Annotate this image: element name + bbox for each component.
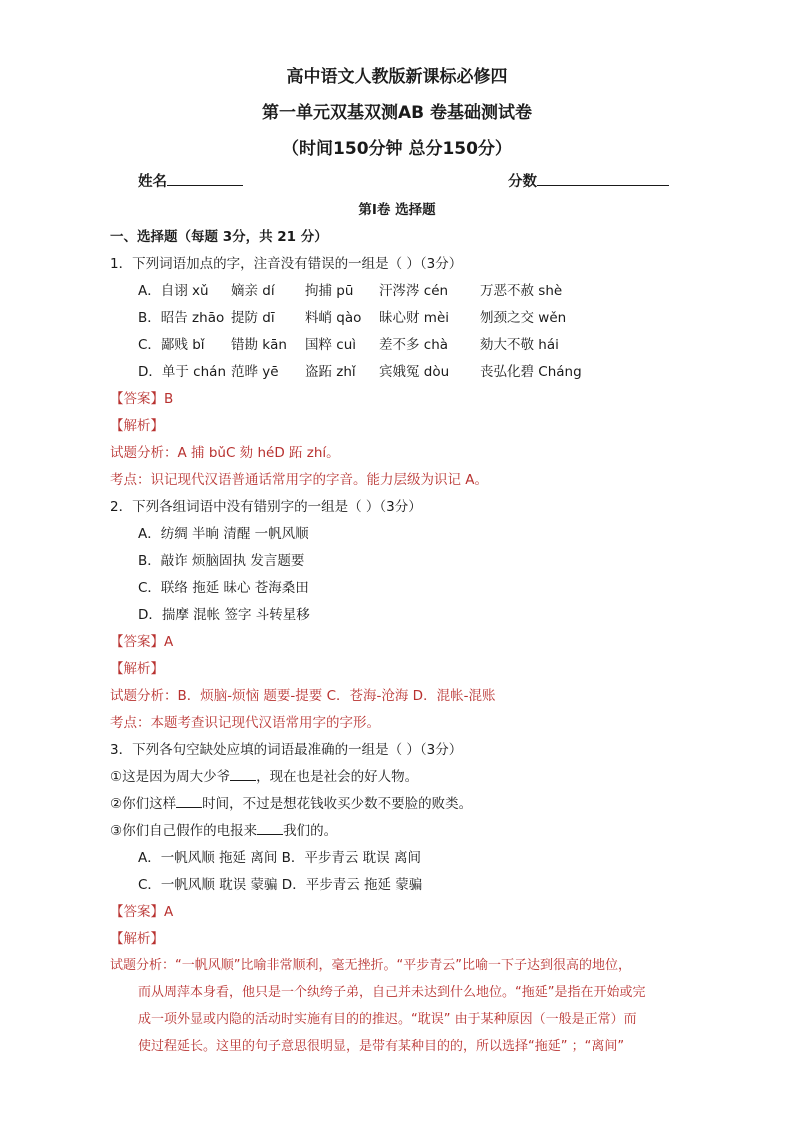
q1-option-a-item: 汗涔涔 cén — [379, 283, 449, 299]
q1-option-b-item: B．昭告 zhāo — [138, 310, 225, 326]
q1-option-d-item: D．单于 chán — [138, 364, 226, 380]
q1-answer: 【答案】B — [110, 391, 174, 407]
q2-option-d: D．揣摩 混帐 签字 斗转星移 — [138, 607, 310, 623]
score-field — [508, 170, 669, 191]
q3-sentence-1-text: ，现在也是社会的好人物。 — [256, 769, 419, 785]
q1-option-a — [138, 279, 638, 297]
q1-option-b-item: 提防 dī — [231, 310, 275, 326]
q3-analysis-label: 【解析】 — [110, 931, 164, 947]
q2-point: 考点：本题考查识记现代汉语常用字的字形。 — [110, 715, 380, 731]
q3-sentence-2-text: 时间，不过是想花钱收买少数不要脸的败类。 — [202, 796, 473, 812]
name-blank — [167, 171, 243, 186]
q2-stem: 2．下列各组词语中没有错别字的一组是（ ）（3分） — [110, 499, 422, 515]
q1-option-a-item: 拘捕 pū — [305, 283, 354, 299]
q2-analysis-label: 【解析】 — [110, 661, 164, 677]
q1-option-b-item: 料峭 qào — [305, 310, 362, 326]
q1-option-d-item: 盗跖 zhǐ — [305, 364, 356, 380]
q1-option-d-item: 宾娥冤 dòu — [379, 364, 450, 380]
q3-sentence-1-text: ①这是因为周大少爷 — [110, 769, 231, 785]
q1-option-d-item: 丧弘化碧 Cháng — [480, 364, 582, 380]
fill-blank — [230, 768, 256, 781]
q3-analysis-line: 而从周萍本身看，他只是一个纨绔子弟，自己并未达到什么地位。“拖延”是指在开始或完 — [138, 985, 646, 1000]
q1-option-c-item: 差不多 chà — [379, 337, 449, 353]
q2-option-b: B．敲诈 烦脑固执 发言题要 — [138, 553, 305, 569]
q1-option-d-item: 范晔 yē — [231, 364, 279, 380]
time-score-line: （时间150分钟 总分150分） — [282, 139, 512, 159]
score-blank — [537, 171, 669, 186]
name-label: 姓名 — [138, 174, 167, 190]
name-field — [138, 170, 243, 191]
q3-analysis-line: 成一项外显或内隐的活动时实施有目的的推迟。“耽误” 由于某种原因（一般是正常）而 — [138, 1012, 637, 1027]
document-title: 高中语文人教版新课标必修四 — [286, 67, 508, 87]
q3-sentence-2-text: ②你们这样 — [110, 796, 177, 812]
q1-option-c-item: C．鄙贱 bǐ — [138, 337, 205, 353]
fill-blank — [257, 822, 283, 835]
q1-option-a-item: 嫡亲 dí — [231, 283, 275, 299]
q3-sentence-1 — [110, 765, 418, 785]
q3-options-ab: A．一帆风顺 拖延 离间 B．平步青云 耽误 离间 — [138, 850, 421, 866]
q3-stem: 3．下列各句空缺处应填的词语最准确的一组是（ ）（3分） — [110, 742, 463, 758]
q2-answer: 【答案】A — [110, 634, 174, 650]
document-subtitle: 第一单元双基双测AB 卷基础测试卷 — [261, 103, 533, 123]
q2-option-a: A．纺绸 半晌 清醒 一帆风顺 — [138, 526, 309, 542]
q3-sentence-2 — [110, 792, 472, 812]
section-heading: 第Ⅰ卷 选择题 — [358, 202, 436, 218]
q1-option-b — [138, 306, 638, 324]
q1-option-b-item: 昧心财 mèi — [379, 310, 449, 326]
q3-sentence-3-text: 我们的。 — [283, 823, 338, 839]
q1-option-d — [138, 360, 638, 378]
fill-blank — [176, 795, 202, 808]
q1-stem: 1．下列词语加点的字，注音没有错误的一组是（ ）（3分） — [110, 256, 463, 272]
q3-answer: 【答案】A — [110, 904, 174, 920]
part1-heading: 一、选择题（每题 3分，共 21 分） — [110, 229, 328, 245]
q3-sentence-3-text: ③你们自己假作的电报来 — [110, 823, 258, 839]
q1-analysis-label: 【解析】 — [110, 418, 164, 434]
score-label: 分数 — [508, 174, 537, 190]
q3-sentence-3 — [110, 819, 337, 839]
q1-option-c — [138, 333, 638, 351]
q1-point: 考点：识记现代汉语普通话常用字的字音。能力层级为识记 A。 — [110, 472, 489, 488]
q1-option-b-item: 刎颈之交 wěn — [480, 310, 567, 326]
q2-option-c: C．联络 拖延 昧心 苍海桑田 — [138, 580, 309, 596]
q3-analysis-line: 使过程延长。这里的句子意思很明显，是带有某种目的的，所以选择“拖延” ；“离间” — [138, 1039, 625, 1054]
q1-analysis: 试题分析：A 捕 bǔC 劾 héD 跖 zhí。 — [110, 445, 340, 461]
q1-option-a-item: A．自诩 xǔ — [138, 283, 209, 299]
q3-options-cd: C．一帆风顺 耽误 蒙骗 D．平步青云 拖延 蒙骗 — [138, 877, 423, 893]
q2-analysis: 试题分析：B．烦脑-烦恼 题要-提要 C．苍海-沧海 D．混帐-混账 — [110, 688, 496, 704]
q1-option-a-item: 万恶不赦 shè — [480, 283, 563, 299]
q1-option-c-item: 国粹 cuì — [305, 337, 357, 353]
q1-option-c-item: 错勘 kān — [231, 337, 287, 353]
q3-analysis-line: 试题分析：“一帆风顺”比喻非常顺利，毫无挫折。“平步青云”比喻一下子达到很高的地位， — [110, 958, 631, 973]
q1-option-c-item: 劾大不敬 hái — [480, 337, 559, 353]
